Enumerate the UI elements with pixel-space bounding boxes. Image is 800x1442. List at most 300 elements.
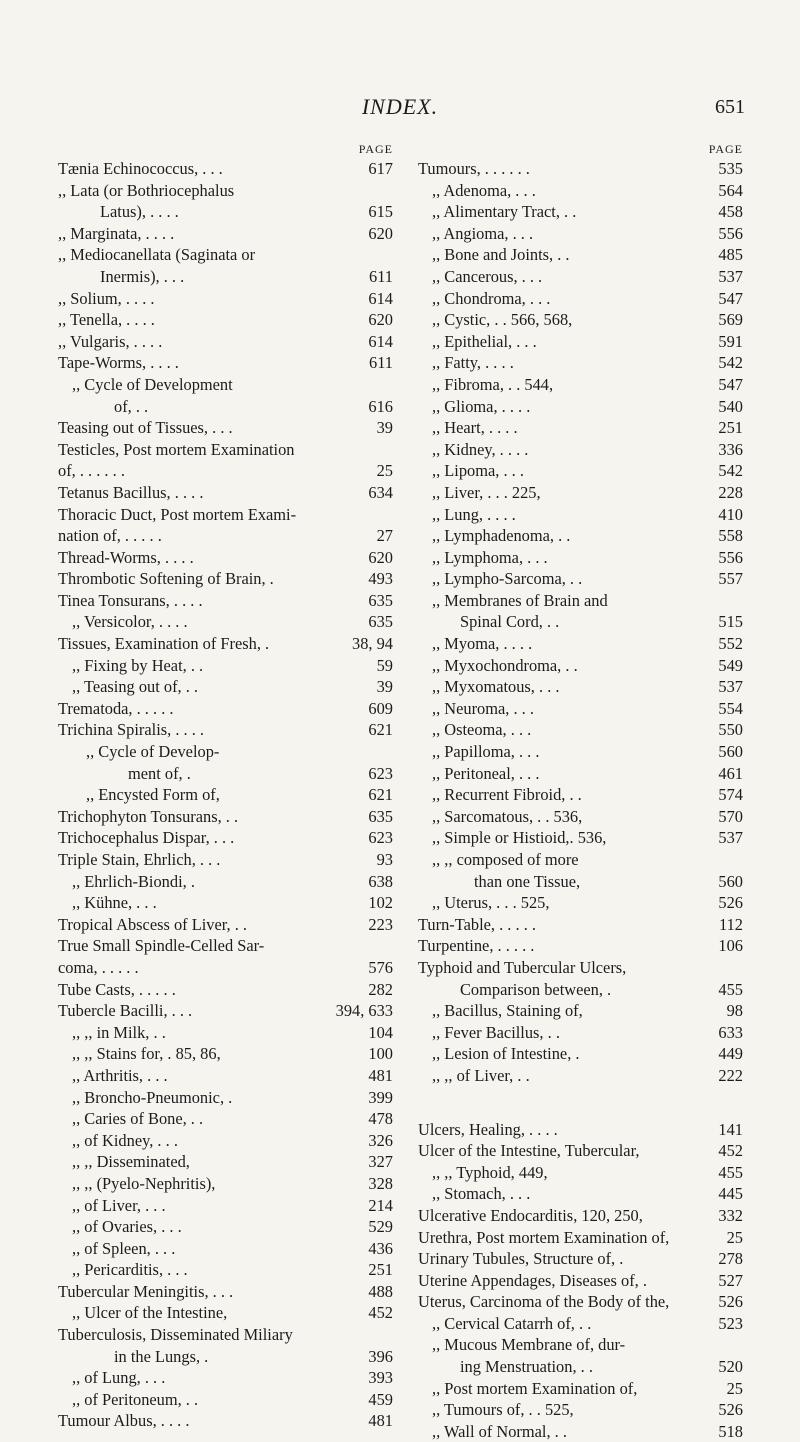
entry-page: 635 bbox=[368, 612, 393, 632]
entry-text: ,, ,, Disseminated, bbox=[72, 1152, 190, 1172]
entry-page: 591 bbox=[718, 331, 743, 351]
entry-text: Urinary Tubules, Structure of, . bbox=[418, 1249, 624, 1269]
index-entry bbox=[418, 1248, 743, 1270]
entry-page: 526 bbox=[718, 893, 743, 913]
entry-page: 452 bbox=[368, 1303, 393, 1323]
entry-text: ,, Lymphadenoma, . . bbox=[432, 526, 571, 546]
entry-text: ,, of Ovaries, . . . bbox=[72, 1217, 182, 1237]
entry-page: 278 bbox=[718, 1249, 743, 1269]
index-entry bbox=[418, 460, 743, 482]
entry-text: ,, of Peritoneum, . . bbox=[72, 1389, 199, 1409]
entry-page: 535 bbox=[718, 159, 743, 178]
index-entry bbox=[418, 676, 743, 698]
index-entry bbox=[418, 1043, 743, 1065]
index-entry bbox=[58, 223, 393, 245]
entry-page: 59 bbox=[376, 655, 393, 675]
entry-page: 98 bbox=[726, 1001, 743, 1021]
index-entry bbox=[418, 1000, 743, 1022]
entry-page: 445 bbox=[718, 1184, 743, 1204]
entry-page: 526 bbox=[718, 1400, 743, 1420]
index-entry bbox=[418, 1022, 743, 1044]
index-entry bbox=[58, 1281, 393, 1303]
entry-text: Comparison between, . bbox=[460, 979, 612, 999]
index-entry bbox=[58, 1238, 393, 1260]
entry-text: ,, Wall of Normal, . . bbox=[432, 1421, 567, 1441]
index-entry bbox=[418, 763, 743, 785]
index-entry bbox=[58, 1259, 393, 1281]
entry-page: 623 bbox=[368, 763, 393, 783]
index-entry bbox=[58, 741, 393, 763]
entry-page: 100 bbox=[368, 1044, 393, 1064]
index-entry bbox=[418, 827, 743, 849]
index-entry bbox=[418, 892, 743, 914]
entry-page: 141 bbox=[718, 1119, 743, 1139]
entry-text: ,, Lympho-Sarcoma, . . bbox=[432, 569, 583, 589]
index-entry bbox=[58, 1043, 393, 1065]
entry-page: 620 bbox=[368, 310, 393, 330]
entry-page: 326 bbox=[368, 1130, 393, 1150]
entry-page: 106 bbox=[718, 936, 743, 956]
index-entry bbox=[58, 871, 393, 893]
entry-text: in the Lungs, . bbox=[114, 1346, 209, 1366]
entry-text: Thoracic Duct, Post mortem Exami- bbox=[58, 504, 297, 524]
entry-text: ,, Fatty, . . . . bbox=[432, 353, 514, 373]
entry-page: 621 bbox=[368, 785, 393, 805]
index-entry bbox=[58, 1324, 393, 1346]
index-entry bbox=[58, 1302, 393, 1324]
entry-page: 452 bbox=[718, 1141, 743, 1161]
entry-text: ,, Kidney, . . . . bbox=[432, 439, 529, 459]
index-entry bbox=[58, 374, 393, 396]
entry-text: ,, Mediocanellata (Saginata or bbox=[58, 245, 256, 265]
entry-text: of, . . bbox=[114, 396, 149, 416]
entry-text: ,, Vulgaris, . . . . bbox=[58, 331, 163, 351]
page-number: 651 bbox=[715, 96, 745, 118]
index-entry bbox=[418, 806, 743, 828]
index-entry bbox=[418, 741, 743, 763]
index-entry bbox=[418, 1183, 743, 1205]
entry-page: 520 bbox=[718, 1357, 743, 1377]
index-entry bbox=[418, 525, 743, 547]
index-entry bbox=[58, 201, 393, 223]
entry-page: 223 bbox=[368, 914, 393, 934]
index-entry bbox=[58, 460, 393, 482]
entry-page: 336 bbox=[718, 439, 743, 459]
entry-page: 549 bbox=[718, 655, 743, 675]
entry-text: coma, . . . . . bbox=[58, 957, 139, 977]
index-entry bbox=[418, 180, 743, 202]
entry-page: 455 bbox=[718, 979, 743, 999]
entry-text: ,, Lymphoma, . . . bbox=[432, 547, 548, 567]
entry-text: ,, Glioma, . . . . bbox=[432, 396, 531, 416]
entry-text: ,, Epithelial, . . . bbox=[432, 331, 537, 351]
entry-text: ,, Cervical Catarrh of, . . bbox=[432, 1313, 592, 1333]
entry-text: ,, Lata (or Bothriocephalus bbox=[58, 180, 235, 200]
entry-page: 251 bbox=[368, 1260, 393, 1280]
index-entry bbox=[418, 1119, 743, 1141]
entry-page: 526 bbox=[718, 1292, 743, 1312]
entry-page: 396 bbox=[368, 1346, 393, 1366]
index-entry bbox=[418, 935, 743, 957]
index-entry bbox=[58, 784, 393, 806]
entry-page: 449 bbox=[718, 1044, 743, 1064]
entry-text: Teasing out of Tissues, . . . bbox=[58, 418, 233, 438]
index-entry bbox=[58, 352, 393, 374]
entry-text: Tinea Tonsurans, . . . . bbox=[58, 590, 203, 610]
entry-page: 635 bbox=[368, 590, 393, 610]
entry-text: Tubercular Meningitis, . . . bbox=[58, 1281, 234, 1301]
entry-text: ,, Recurrent Fibroid, . . bbox=[432, 785, 582, 805]
index-entry bbox=[418, 374, 743, 396]
entry-text: Triple Stain, Ehrlich, . . . bbox=[58, 850, 221, 869]
entry-page: 552 bbox=[718, 634, 743, 654]
entry-text: ,, Chondroma, . . . bbox=[432, 288, 551, 308]
entry-text: ,, Cycle of Develop- bbox=[86, 742, 220, 762]
entry-text: ,, Myxochondroma, . . bbox=[432, 655, 578, 675]
entry-page: 410 bbox=[718, 504, 743, 524]
index-entry bbox=[418, 1205, 743, 1227]
entry-page: 518 bbox=[718, 1421, 743, 1441]
entry-page: 564 bbox=[718, 180, 743, 200]
entry-page: 633 bbox=[718, 1022, 743, 1042]
index-entry bbox=[418, 1065, 743, 1087]
index-entry bbox=[58, 827, 393, 849]
index-entry bbox=[58, 979, 393, 1001]
entry-text: ,, Bacillus, Staining of, bbox=[432, 1001, 583, 1021]
entry-text: Ulcers, Healing, . . . . bbox=[418, 1119, 558, 1139]
index-entry bbox=[58, 331, 393, 353]
entry-page: 558 bbox=[718, 526, 743, 546]
index-entry bbox=[418, 352, 743, 374]
index-entry bbox=[58, 244, 393, 266]
index-entry bbox=[418, 482, 743, 504]
index-entry bbox=[58, 482, 393, 504]
index-entry bbox=[58, 309, 393, 331]
index-entry bbox=[58, 1108, 393, 1130]
entry-text: Trichina Spiralis, . . . . bbox=[58, 720, 205, 740]
entry-text: ,, ,, of Liver, . . bbox=[432, 1065, 530, 1085]
entry-page: 394, 633 bbox=[335, 1001, 393, 1021]
index-entry bbox=[418, 547, 743, 569]
index-entry bbox=[58, 1130, 393, 1152]
index-entry bbox=[418, 1270, 743, 1292]
index-entry bbox=[58, 417, 393, 439]
index-entry bbox=[58, 568, 393, 590]
entry-text: ,, Cystic, . . 566, 568, bbox=[432, 310, 573, 330]
entry-page: 570 bbox=[718, 806, 743, 826]
index-entry bbox=[58, 806, 393, 828]
entry-page: 436 bbox=[368, 1238, 393, 1258]
entry-page: 523 bbox=[718, 1313, 743, 1333]
index-entry bbox=[58, 1389, 393, 1411]
entry-page: 459 bbox=[368, 1389, 393, 1409]
index-entry bbox=[58, 590, 393, 612]
entry-text: Tape-Worms, . . . . bbox=[58, 353, 179, 373]
entry-text: Typhoid and Tubercular Ulcers, bbox=[418, 957, 627, 977]
entry-page: 550 bbox=[718, 720, 743, 740]
index-entry bbox=[418, 698, 743, 720]
entry-text: Turpentine, . . . . . bbox=[418, 936, 535, 956]
entry-page: 39 bbox=[376, 418, 393, 438]
entry-page: 25 bbox=[376, 461, 393, 481]
index-entry bbox=[418, 201, 743, 223]
entry-text: Ulcer of the Intestine, Tubercular, bbox=[418, 1141, 640, 1161]
index-column-right bbox=[418, 140, 743, 1442]
entry-text: ,, Mucous Membrane of, dur- bbox=[432, 1335, 626, 1355]
index-entry bbox=[418, 1291, 743, 1313]
entry-text: ,, Alimentary Tract, . . bbox=[432, 202, 577, 222]
entry-page: 560 bbox=[718, 871, 743, 891]
entry-page: 39 bbox=[376, 677, 393, 697]
index-entry bbox=[418, 1087, 743, 1119]
index-entry bbox=[58, 1000, 393, 1022]
index-entry bbox=[418, 244, 743, 266]
index-entry bbox=[58, 525, 393, 547]
entry-text: ,, ,, in Milk, . . bbox=[72, 1022, 166, 1042]
entry-text: Tropical Abscess of Liver, . . bbox=[58, 914, 248, 934]
entry-text: ,, of Spleen, . . . bbox=[72, 1238, 176, 1258]
index-entry bbox=[58, 849, 393, 871]
entry-text: ,, Solium, . . . . bbox=[58, 288, 155, 308]
entry-text: ,, Peritoneal, . . . bbox=[432, 763, 540, 783]
entry-text: ,, of Lung, . . . bbox=[72, 1368, 166, 1388]
entry-page: 537 bbox=[718, 677, 743, 697]
entry-text: ,, Fever Bacillus, . . bbox=[432, 1022, 560, 1042]
entry-page: 393 bbox=[368, 1368, 393, 1388]
entry-text: ,, Ehrlich-Biondi, . bbox=[72, 871, 195, 891]
entry-text: than one Tissue, bbox=[474, 871, 581, 891]
entry-text: ,, Cancerous, . . . bbox=[432, 266, 543, 286]
entry-text: ,, Encysted Form of, bbox=[86, 785, 220, 805]
entry-page: 488 bbox=[368, 1281, 393, 1301]
entry-text: Trichophyton Tonsurans, . . bbox=[58, 806, 239, 826]
entry-page: 560 bbox=[718, 742, 743, 762]
entry-page: 620 bbox=[368, 547, 393, 567]
entry-text: Inermis), . . . bbox=[100, 266, 185, 286]
entry-text: Tænia Echinococcus, . . . bbox=[58, 159, 223, 178]
entry-page: 542 bbox=[718, 353, 743, 373]
entry-page: 542 bbox=[718, 461, 743, 481]
index-entry bbox=[58, 158, 393, 180]
index-entry bbox=[58, 914, 393, 936]
index-entry bbox=[58, 1367, 393, 1389]
entry-text: ,, Osteoma, . . . bbox=[432, 720, 532, 740]
entry-page: 557 bbox=[718, 569, 743, 589]
index-entry bbox=[418, 309, 743, 331]
entry-text: ,, Simple or Histioid,. 536, bbox=[432, 828, 607, 848]
index-entry bbox=[58, 698, 393, 720]
entry-page: 27 bbox=[376, 526, 393, 546]
entry-page: 478 bbox=[368, 1109, 393, 1129]
entry-text: ,, ,, Typhoid, 449, bbox=[432, 1162, 548, 1182]
entry-text: Uterine Appendages, Diseases of, . bbox=[418, 1270, 647, 1290]
entry-text: Trichocephalus Dispar, . . . bbox=[58, 828, 235, 848]
entry-text: ,, Lipoma, . . . bbox=[432, 461, 524, 481]
entry-text: ,, Lung, . . . . bbox=[432, 504, 516, 524]
entry-text: ,, Adenoma, . . . bbox=[432, 180, 536, 200]
entry-text: ,, Marginata, . . . . bbox=[58, 223, 175, 243]
entry-text: ,, Lesion of Intestine, . bbox=[432, 1044, 580, 1064]
entry-page: 112 bbox=[719, 914, 743, 934]
entry-page: 623 bbox=[368, 828, 393, 848]
index-entry bbox=[58, 1410, 393, 1432]
entry-page: 251 bbox=[718, 418, 743, 438]
index-entry bbox=[58, 1087, 393, 1109]
entry-page: 547 bbox=[718, 374, 743, 394]
entry-text: ,, Angioma, . . . bbox=[432, 223, 534, 243]
entry-page: 282 bbox=[368, 979, 393, 999]
entry-text: ing Menstruation, . . bbox=[460, 1357, 593, 1377]
entry-text: ,, Kühne, . . . bbox=[72, 893, 157, 913]
page-column-label: PAGE bbox=[708, 142, 743, 156]
entry-text: Testicles, Post mortem Examination bbox=[58, 439, 295, 459]
entry-page: 616 bbox=[368, 396, 393, 416]
entry-text: ,, ,, composed of more bbox=[432, 850, 579, 869]
entry-text: Tubercle Bacilli, . . . bbox=[58, 1001, 193, 1021]
index-entry bbox=[418, 288, 743, 310]
entry-text: ,, of Liver, . . . bbox=[72, 1195, 166, 1215]
entry-page: 547 bbox=[718, 288, 743, 308]
entry-text: ,, Cycle of Development bbox=[72, 374, 233, 394]
entry-text: ,, Broncho-Pneumonic, . bbox=[72, 1087, 233, 1107]
entry-text: ,, Bone and Joints, . . bbox=[432, 245, 570, 265]
index-entry bbox=[418, 396, 743, 418]
index-entry bbox=[418, 439, 743, 461]
entry-page: 576 bbox=[368, 957, 393, 977]
entry-text: Tetanus Bacillus, . . . . bbox=[58, 482, 204, 502]
entry-page: 527 bbox=[718, 1270, 743, 1290]
entry-page: 455 bbox=[718, 1162, 743, 1182]
entry-text: ,, Fixing by Heat, . . bbox=[72, 655, 204, 675]
index-entry bbox=[58, 288, 393, 310]
index-entry bbox=[58, 1065, 393, 1087]
entry-page: 228 bbox=[718, 482, 743, 502]
index-entry bbox=[418, 1421, 743, 1442]
entry-text: ,, Arthritis, . . . bbox=[72, 1065, 168, 1085]
index-entry bbox=[418, 784, 743, 806]
entry-text: of, . . . . . . bbox=[58, 461, 125, 481]
entry-page: 25 bbox=[726, 1378, 743, 1398]
index-entry bbox=[418, 871, 743, 893]
entry-text: ,, Tenella, . . . . bbox=[58, 310, 155, 330]
entry-page: 214 bbox=[368, 1195, 393, 1215]
entry-text: ,, ,, Stains for, . 85, 86, bbox=[72, 1044, 221, 1064]
index-entry bbox=[58, 633, 393, 655]
index-entry bbox=[418, 979, 743, 1001]
entry-page: 537 bbox=[718, 266, 743, 286]
index-entry bbox=[418, 655, 743, 677]
entry-text: Thread-Worms, . . . . bbox=[58, 547, 194, 567]
index-entry bbox=[418, 1378, 743, 1400]
index-entry bbox=[418, 1162, 743, 1184]
entry-page: 614 bbox=[368, 331, 393, 351]
page-header bbox=[0, 94, 800, 124]
entry-page: 617 bbox=[368, 159, 393, 178]
entry-page: 569 bbox=[718, 310, 743, 330]
entry-page: 481 bbox=[368, 1411, 393, 1431]
entry-page: 399 bbox=[368, 1087, 393, 1107]
entry-page: 327 bbox=[368, 1152, 393, 1172]
index-entry bbox=[418, 611, 743, 633]
entry-text: ,, Liver, . . . 225, bbox=[432, 482, 541, 502]
entry-text: Urethra, Post mortem Examination of, bbox=[418, 1227, 670, 1247]
entry-text: ,, ,, (Pyelo-Nephritis), bbox=[72, 1173, 216, 1193]
entry-page: 615 bbox=[368, 202, 393, 222]
index-entry bbox=[418, 1227, 743, 1249]
entry-text: ,, Heart, . . . . bbox=[432, 418, 518, 438]
entry-page: 485 bbox=[718, 245, 743, 265]
entry-page: 620 bbox=[368, 223, 393, 243]
index-entry bbox=[58, 504, 393, 526]
index-entry bbox=[58, 676, 393, 698]
index-entry bbox=[58, 266, 393, 288]
entry-list bbox=[418, 158, 743, 1442]
entry-page: 104 bbox=[368, 1022, 393, 1042]
entry-text: Thrombotic Softening of Brain, . bbox=[58, 569, 274, 589]
entry-page: 554 bbox=[718, 698, 743, 718]
index-entry bbox=[418, 590, 743, 612]
index-entry bbox=[58, 611, 393, 633]
entry-text: ,, Papilloma, . . . bbox=[432, 742, 540, 762]
entry-text: ,, Membranes of Brain and bbox=[432, 590, 608, 610]
index-entry bbox=[58, 1195, 393, 1217]
index-entry bbox=[58, 655, 393, 677]
running-title: INDEX. bbox=[361, 94, 439, 119]
entry-page: 332 bbox=[718, 1205, 743, 1225]
entry-text: Spinal Cord, . . bbox=[460, 612, 560, 632]
index-entry bbox=[418, 1140, 743, 1162]
index-entry bbox=[58, 1173, 393, 1195]
entry-page: 574 bbox=[718, 785, 743, 805]
entry-text: ,, Stomach, . . . bbox=[432, 1184, 531, 1204]
index-entry bbox=[418, 158, 743, 180]
index-entry bbox=[418, 504, 743, 526]
entry-page: 328 bbox=[368, 1173, 393, 1193]
index-entry bbox=[58, 439, 393, 461]
entry-text: nation of, . . . . . bbox=[58, 526, 162, 546]
index-entry bbox=[418, 849, 743, 871]
entry-text: ,, Fibroma, . . 544, bbox=[432, 374, 554, 394]
entry-page: 611 bbox=[369, 266, 393, 286]
entry-text: Tuberculosis, Disseminated Miliary bbox=[58, 1325, 293, 1345]
index-entry bbox=[58, 547, 393, 569]
entry-text: Tumour Albus, . . . . bbox=[58, 1411, 190, 1431]
entry-text: ,, Tumours of, . . 525, bbox=[432, 1400, 574, 1420]
entry-text: ment of, . bbox=[128, 763, 191, 783]
index-entry bbox=[58, 1151, 393, 1173]
index-entry bbox=[58, 763, 393, 785]
index-entry bbox=[58, 935, 393, 957]
entry-page: 515 bbox=[718, 612, 743, 632]
index-entry bbox=[418, 266, 743, 288]
entry-page: 634 bbox=[368, 482, 393, 502]
entry-text: ,, Ulcer of the Intestine, bbox=[72, 1303, 228, 1323]
entry-page: 222 bbox=[718, 1065, 743, 1085]
index-entry bbox=[418, 417, 743, 439]
entry-page: 481 bbox=[368, 1065, 393, 1085]
index-entry bbox=[418, 914, 743, 936]
index-entry bbox=[418, 719, 743, 741]
entry-page: 621 bbox=[368, 720, 393, 740]
entry-text: True Small Spindle-Celled Sar- bbox=[58, 936, 265, 956]
entry-text: ,, Versicolor, . . . . bbox=[72, 612, 188, 632]
index-entry bbox=[418, 568, 743, 590]
entry-page: 635 bbox=[368, 806, 393, 826]
entry-text: Uterus, Carcinoma of the Body of the, bbox=[418, 1292, 670, 1312]
entry-page: 38, 94 bbox=[352, 634, 393, 654]
entry-page: 529 bbox=[368, 1217, 393, 1237]
entry-page: 25 bbox=[726, 1227, 743, 1247]
